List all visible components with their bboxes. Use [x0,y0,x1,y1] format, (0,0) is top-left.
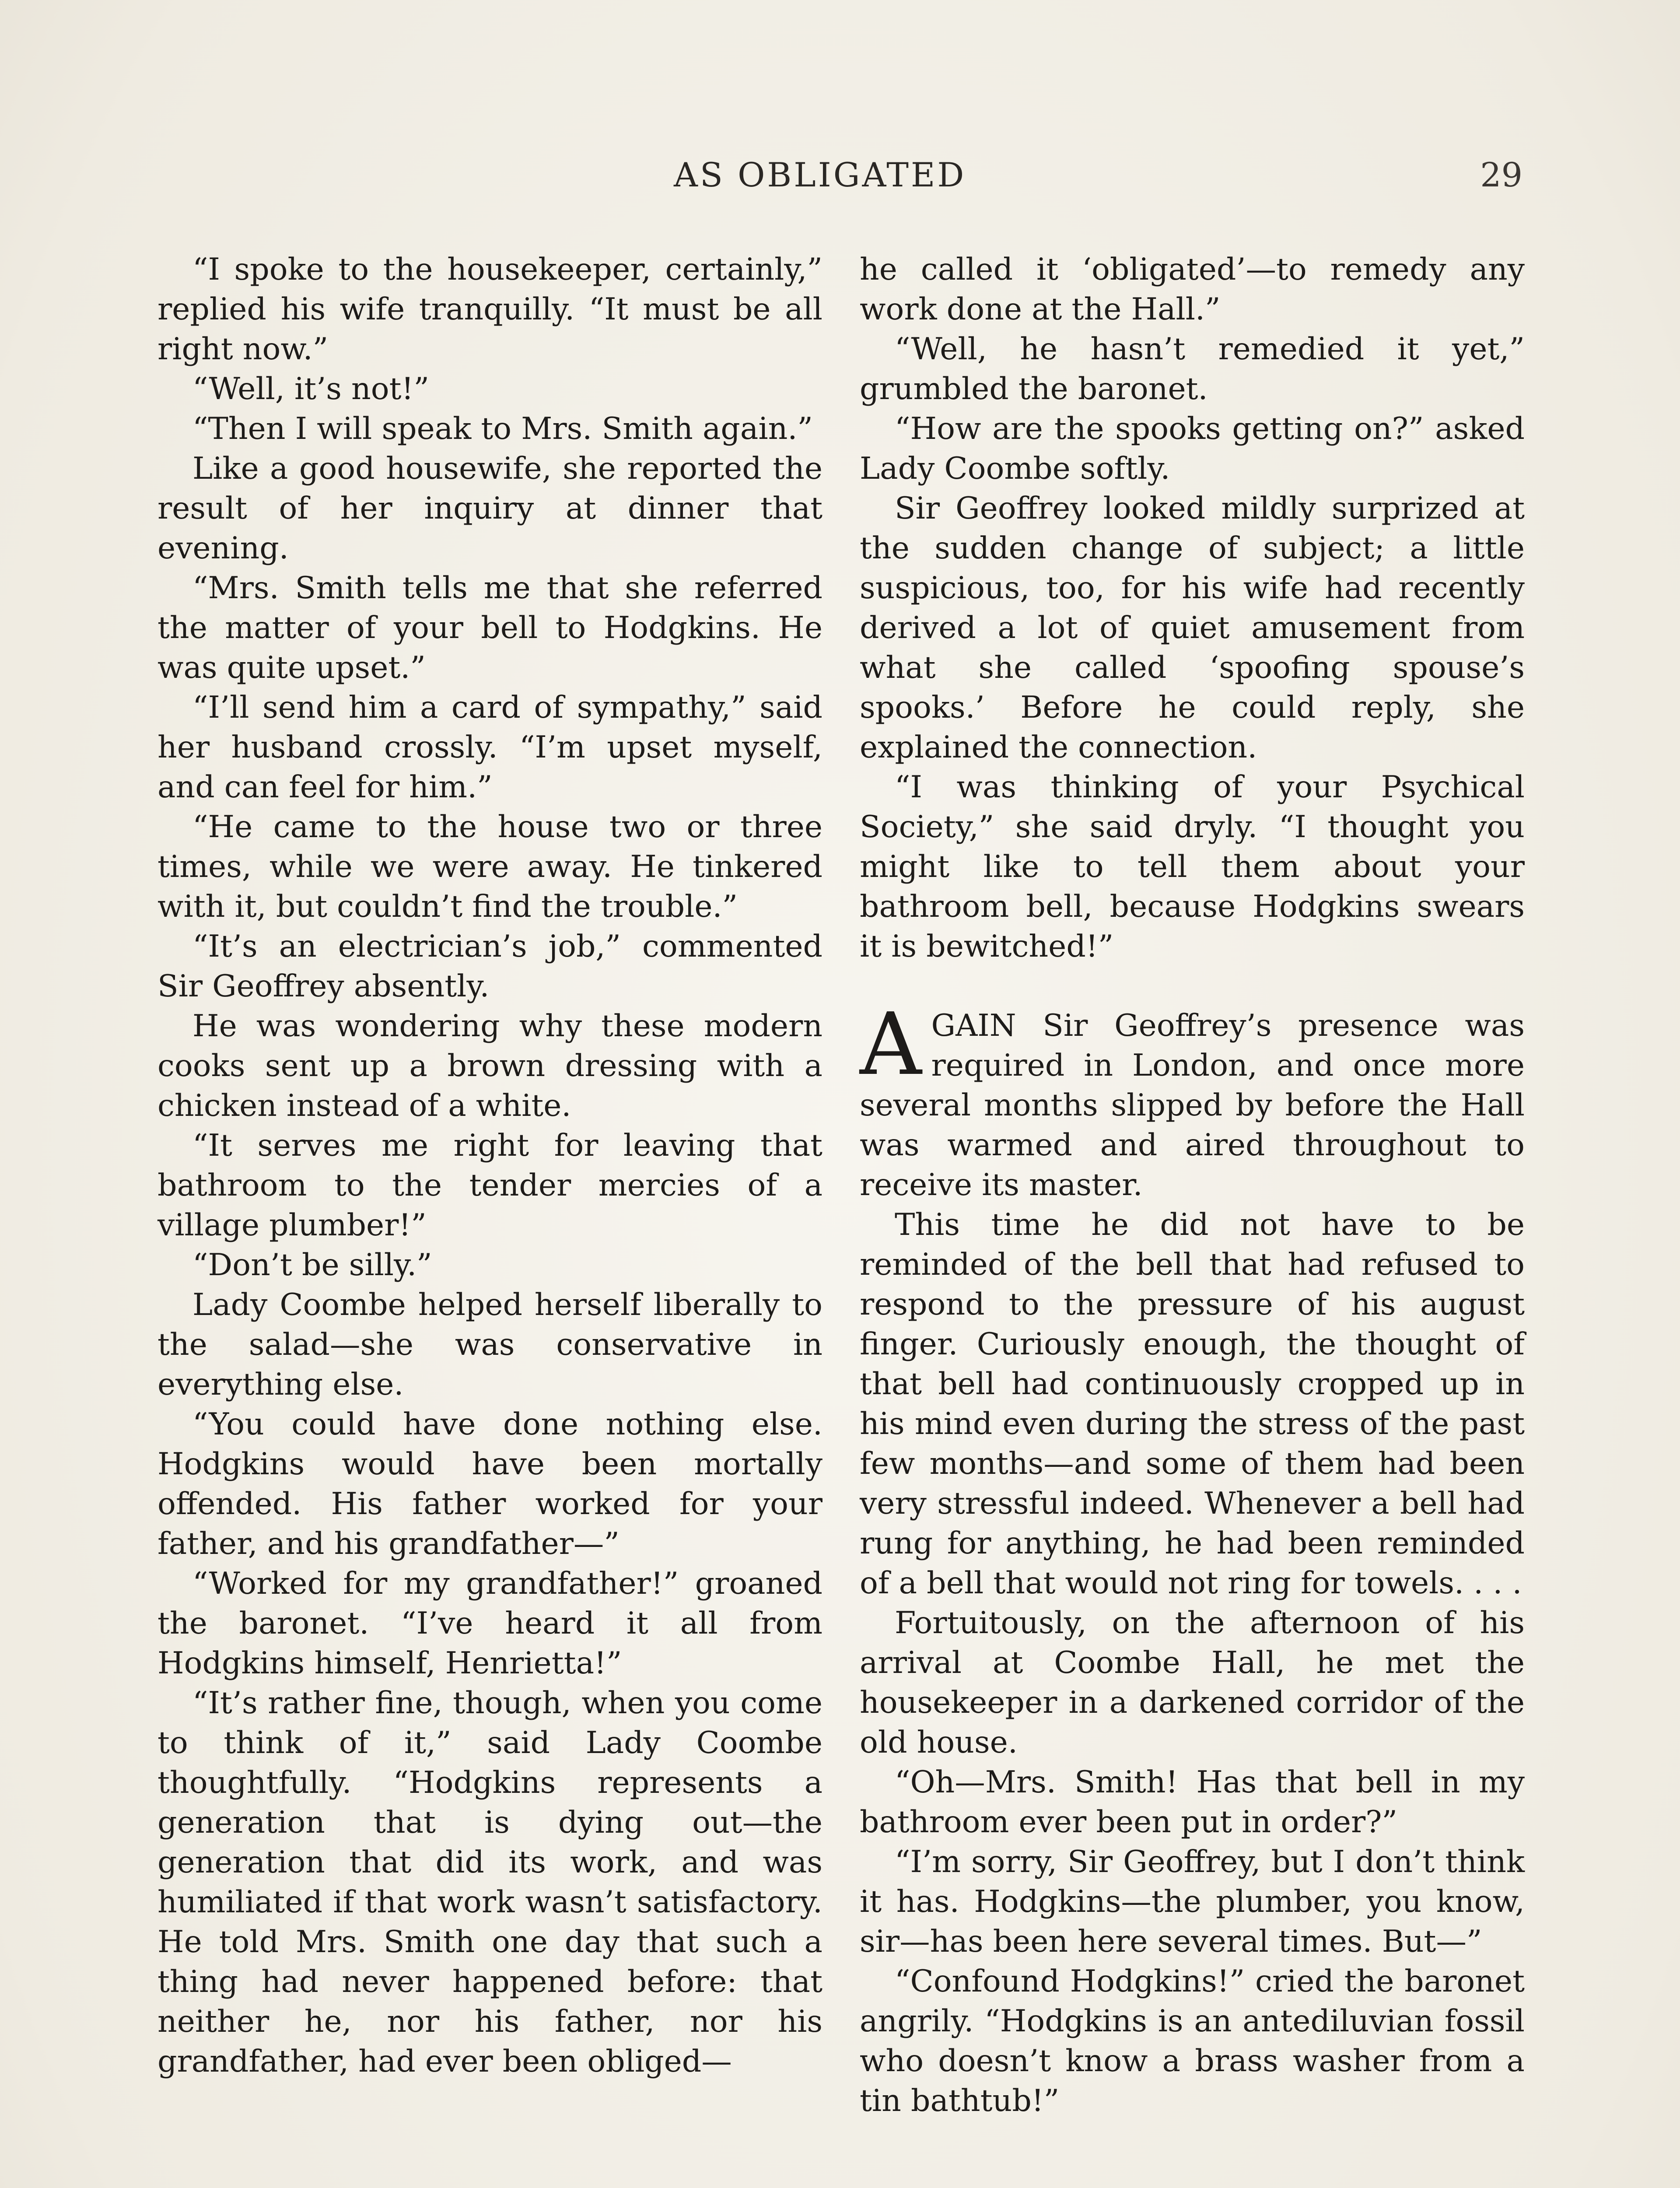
left-column [158,249,822,2081]
paragraph: “It’s rather fine, though, when you come to think of it,” said Lady Coombe thoughtfully. “Hodgkins represents a generation that is dying out—the generation that did its work, and was humiliated if that work wasn’t satisfactory. He told Mrs. Smith one day that such a thing had never happened before: that neither he, nor his father, nor his grandfather, had ever been obliged— [158,1685,822,2079]
paragraph: “Well, he hasn’t remedied it yet,” grumbled the baronet. [860,331,1525,407]
paragraph: “You could have done nothing else. Hodgkins would have been mortally offended. His father worked for your father, and his grandfather—” [158,1406,822,1561]
section-opening-paragraph [860,995,1525,1205]
paragraph: “It serves me right for leaving that bathroom to the tender mercies of a village plumber!” [158,1128,822,1243]
paragraph: “Confound Hodgkins!” cried the baronet angrily. “Hodgkins is an antediluvian fossil who doesn’t know a brass washer from a tin bathtub!” [860,1964,1525,2118]
paragraph: He was wondering why these modern cooks sent up a brown dressing with a chicken instead of a white. [158,1008,822,1123]
paragraph: “How are the spooks getting on?” asked Lady Coombe softly. [860,411,1525,486]
drop-cap: A [860,995,922,1094]
paragraph: he called it ‘obligated’—to remedy any work done at the Hall.” [860,252,1525,327]
paragraph: “Worked for my grandfather!” groaned the baronet. “I’ve heard it all from Hodgkins himself, Henrietta!” [158,1566,822,1681]
right-column [860,249,1525,2121]
running-title: AS OBLIGATED [674,155,966,194]
paragraph: Lady Coombe helped herself liberally to the salad—she was conservative in everything else. [158,1287,822,1402]
paragraph: Like a good housewife, she reported the result of her inquiry at dinner that evening. [158,451,822,566]
page-number: 29 [1480,155,1522,194]
paragraph: “Well, it’s not!” [192,371,430,407]
paragraph: “I’m sorry, Sir Geoffrey, but I don’t think it has. Hodgkins—the plumber, you know, sir—has been here several times. But—” [860,1844,1525,1959]
paragraph: “It’s an electrician’s job,” commented Sir Geoffrey absently. [158,929,822,1004]
paragraph: “Then I will speak to Mrs. Smith again.” [192,411,813,446]
section-opening-text: GAIN Sir Geoffrey’s presence was required in London, and once more several months slipped by before the Hall was warmed and aired throughout to receive its master. [860,1008,1525,1203]
paragraph: “I was thinking of your Psychical Society,” she said dryly. “I thought you might like to tell them about your bathroom bell, because Hodgkins swears it is bewitched!” [860,769,1525,964]
running-head [0,155,1680,203]
paragraph: “I’ll send him a card of sympathy,” said her husband crossly. “I’m upset myself, and can feel for him.” [158,690,822,805]
paragraph: “Mrs. Smith tells me that she referred the matter of your bell to Hodgkins. He was quite upset.” [158,570,822,685]
paragraph: Sir Geoffrey looked mildly surprized at the sudden change of subject; a little suspicious, too, for his wife had recently derived a lot of quiet amusement from what she called ‘spoofing spouse’s spooks.’ Before he could reply, she explained the connection. [860,491,1525,765]
paragraph: “He came to the house two or three times, while we were away. He tinkered with it, but couldn’t find the trouble.” [158,809,822,924]
paragraph: “I spoke to the housekeeper, certainly,” replied his wife tranquilly. “It must be all right now.” [158,252,822,367]
paragraph: “Oh—Mrs. Smith! Has that bell in my bathroom ever been put in order?” [860,1764,1525,1840]
paragraph: “Don’t be silly.” [192,1247,432,1283]
paragraph: Fortuitously, on the afternoon of his arrival at Coombe Hall, he met the housekeeper in a darkened corridor of the old house. [860,1605,1525,1760]
paragraph: This time he did not have to be reminded of the bell that had refused to respond to the pressure of his august finger. Curiously enough, the thought of that bell had continuously cropped up in his mind even during the stress of the past few months—and some of them had been very stressful indeed. Whenever a bell had rung for anything, he had been reminded of a bell that would not ring for towels. . . . [860,1207,1525,1601]
